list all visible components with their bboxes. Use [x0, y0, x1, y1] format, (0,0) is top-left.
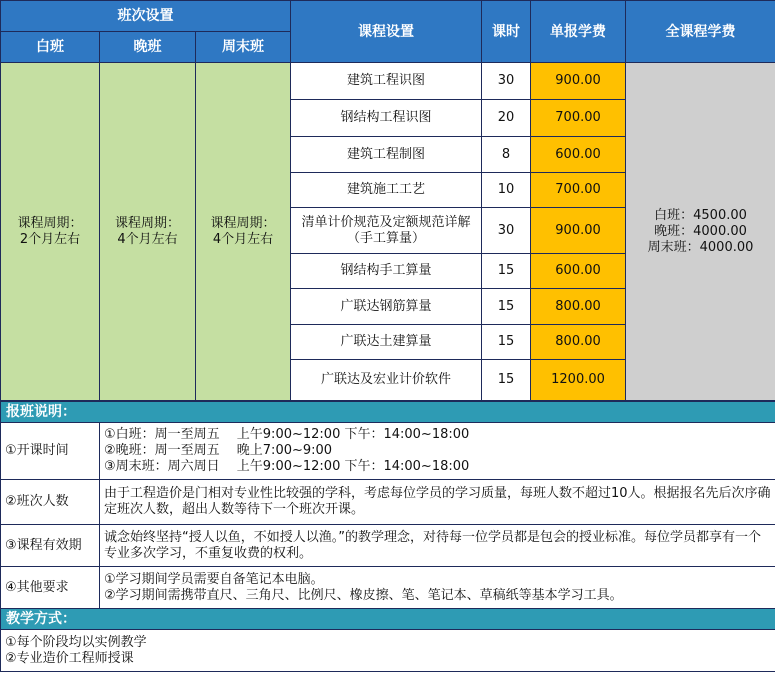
- course-hours: 15: [482, 325, 531, 360]
- teaching-line: ①每个阶段均以实例教学: [5, 634, 147, 650]
- period-label: 课程周期：: [114, 215, 180, 231]
- teaching-detail: [1, 630, 775, 672]
- period-value: 4个月左右: [117, 231, 178, 247]
- course-fee: 600.00: [531, 254, 626, 289]
- course-hours: 8: [482, 137, 531, 173]
- schedule-line: ③周末班：周六周日 上午9:00~12:00 下午：14:00~18:00: [104, 459, 470, 474]
- single-fee-header: 单报学费: [531, 1, 626, 63]
- course-name: 清单计价规范及定额规范详解（手工算量）: [291, 208, 482, 254]
- start-time-detail: [100, 423, 775, 480]
- schedule-line: ②晚班：周一至周五 晚上7:00~9:00: [104, 443, 333, 458]
- hours-header: 课时: [482, 1, 531, 63]
- notes-table: [0, 401, 775, 672]
- validity-detail: 诚念始终坚持“授人以鱼，不如授人以渔。”的教学理念，对待每一位学员都是包会的授业标准。每位学员都享有一个专业多次学习，不重复收费的权利。: [100, 525, 775, 567]
- course-hours: 30: [482, 208, 531, 254]
- course-fee: 700.00: [531, 173, 626, 208]
- course-hours: 15: [482, 289, 531, 325]
- course-hours: 30: [482, 63, 531, 100]
- evening-class-header: 晚班: [100, 32, 196, 63]
- class-settings-header: 班次设置: [1, 1, 291, 32]
- period-value: 2个月左右: [19, 231, 81, 247]
- class-size-detail: 由于工程造价是门相对专业性比较强的学科，考虑每位学员的学习质量，每班人数不超过10人。根据报名先后次序确定班次人数，超出人数等待下一个班次开课。: [100, 480, 775, 525]
- course-name: 建筑工程制图: [291, 137, 482, 173]
- validity-label: ③课程有效期: [1, 525, 100, 567]
- course-hours: 10: [482, 173, 531, 208]
- class-size-label: ②班次人数: [1, 480, 100, 525]
- course-hours: 15: [482, 254, 531, 289]
- teaching-line: ②专业造价工程师授课: [5, 650, 134, 666]
- schedule-line: ①白班：周一至周五 上午9:00~12:00 下午：14:00~18:00: [104, 427, 470, 442]
- course-fee: 1200.00: [531, 360, 626, 401]
- weekend-class-header: 周末班: [196, 32, 291, 63]
- course-fee: 900.00: [531, 208, 626, 254]
- course-hours: 15: [482, 360, 531, 401]
- course-fee: 700.00: [531, 100, 626, 137]
- start-time-label: ①开课时间: [1, 423, 100, 480]
- course-name: 广联达土建算量: [291, 325, 482, 360]
- course-fee: 800.00: [531, 325, 626, 360]
- weekend-class-period: [196, 63, 291, 401]
- full-course-fees: [626, 63, 775, 401]
- evening-class-period: [100, 63, 196, 401]
- day-class-period: [1, 63, 100, 401]
- enroll-section-title: 报班说明：: [1, 402, 775, 423]
- teaching-section-title: 教学方式：: [1, 609, 775, 630]
- course-name: 建筑工程识图: [291, 63, 482, 100]
- course-settings-header: 课程设置: [291, 1, 482, 63]
- period-label: 课程周期：: [17, 215, 83, 231]
- course-name: 建筑施工工艺: [291, 173, 482, 208]
- course-name: 钢结构工程识图: [291, 100, 482, 137]
- period-label: 课程周期：: [210, 215, 276, 231]
- requirement-line: ②学习期间需携带直尺、三角尺、比例尺、橡皮擦、笔、笔记本、草稿纸等基本学习工具。: [104, 587, 623, 603]
- course-hours: 20: [482, 100, 531, 137]
- full-fee-day: 白班：4500.00: [654, 207, 747, 223]
- day-class-header: 白班: [1, 32, 100, 63]
- other-requirements-detail: [100, 567, 775, 609]
- full-fee-header: 全课程学费: [626, 1, 775, 63]
- other-requirements-label: ④其他要求: [1, 567, 100, 609]
- requirement-line: ①学习期间学员需要自备笔记本电脑。: [104, 571, 324, 587]
- course-fee: 900.00: [531, 63, 626, 100]
- course-fee: 600.00: [531, 137, 626, 173]
- full-fee-evening: 晚班：4000.00: [654, 223, 747, 239]
- course-name: 广联达钢筋算量: [291, 289, 482, 325]
- course-name: 钢结构手工算量: [291, 254, 482, 289]
- course-name: 广联达及宏业计价软件: [291, 360, 482, 401]
- full-fee-weekend: 周末班：4000.00: [647, 239, 754, 255]
- period-value: 4个月左右: [212, 231, 274, 247]
- course-fee: 800.00: [531, 289, 626, 325]
